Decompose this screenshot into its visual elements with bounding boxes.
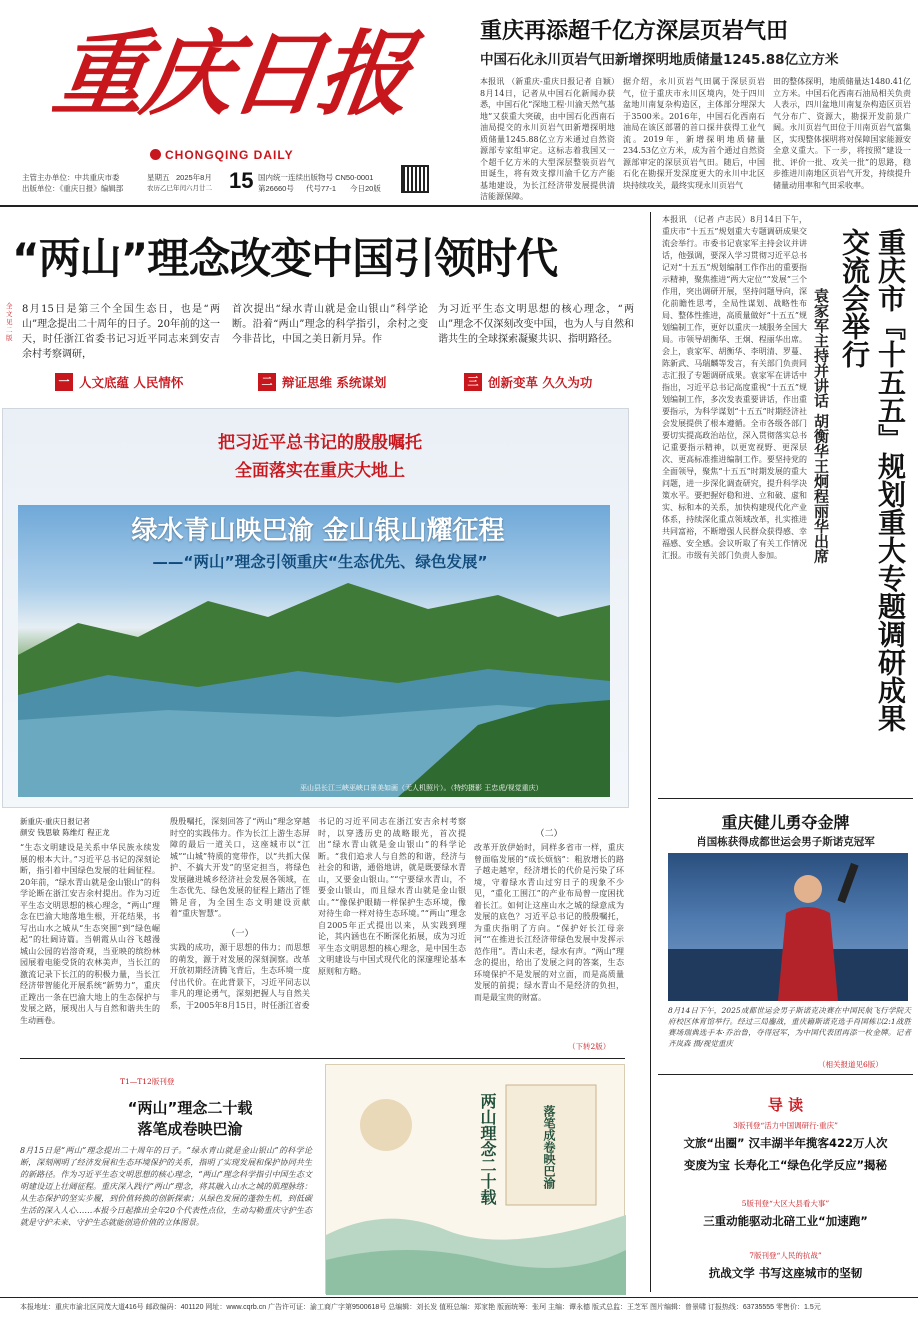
sport-related: （相关报道见6版）	[818, 1060, 883, 1069]
photo-title: 绿水青山映巴渝 金山银山耀征程	[131, 516, 505, 546]
guide-line-2: 三重动能驱动北碚工业“加速跑”	[703, 1214, 868, 1228]
guide-line-1b: 变废为宝 长寿化工“绿色化学反应”揭秘	[683, 1158, 888, 1172]
feature-ribbon-line1: 把习近平总书记的殷殷嘱托	[218, 433, 422, 453]
byline	[20, 816, 110, 838]
byline-line2: 颜安 钱思敏 陈维灯 程正龙	[20, 828, 110, 837]
photo-caption: 巫山县长江三峡巫峡口景美如画（无人机照片）。（特约摄影 王忠虎/视觉重庆）	[300, 784, 543, 792]
top-story-col2: 据介绍，永川页岩气田属于深层页岩气，位于重庆市永川区境内，处于四川盆地川南复杂构造区，主体部分埋深大于3500米。2016年，中国石化西南石油局在该区部署的首口探井获得工业气流。2019年，新增探明地质储量234.53亿立方米，成为首个通过自然资源部审定的深层页岩气田。随后，中国石化在勘探开发深度更大的永川中北区块持续攻关，最终实现永川页岩气	[623, 77, 765, 190]
box-headline-1: “两山”理念二十载	[127, 1099, 253, 1117]
section-label: 创新变革 久久为功	[488, 375, 593, 390]
box-eyebrow: T1—T12版刊登	[120, 1077, 175, 1086]
body-col4-section: （二）	[535, 829, 563, 839]
sponsor-line: 主管主办单位：中共重庆市委	[22, 173, 120, 182]
guide-eyebrow-2: 5版刊登“大区大县看大事”	[741, 1199, 830, 1208]
cn-number: 国内统一连续出版物号 CN50-0001	[258, 173, 374, 182]
masthead-rule	[0, 205, 918, 207]
vertical-headline: 重庆市『十五五』规划重大专题调研成果交流会举行	[838, 228, 907, 732]
top-story-col3: 田的整体探明，地质储量达1480.41亿立方米。中国石化西南石油局相关负责人表示，四川盆地川南复杂构造区页岩气分布广、资源大，勘探开发前景广阔。永川页岩气田位于川南页岩气富集区，实现整体探明将对保障国家能源安全意义重大。下一步，将按照“建设一批、评价一批、攻关一批”的思路，稳步推进川南地区页岩气开发，持续提升储量动用率和气田采收率。	[773, 77, 911, 190]
qr-code-icon	[401, 165, 429, 193]
guide-eyebrow-1: 3版刊登“活力中国调研行·重庆”	[733, 1121, 838, 1130]
box-headline-2: 落笔成卷映巴渝	[137, 1120, 243, 1138]
photo-scene	[18, 505, 610, 797]
byline-line1: 新重庆-重庆日报记者	[20, 817, 91, 826]
body-rule	[20, 1058, 625, 1059]
body-col2b: 实践的成功，源于思想的伟力；而思想的萌发，源于对发展的深刻洞察。改革开放初期经济腾飞背后，生态环境一度付出代价。在此背景下，习近平同志以非凡的理论勇气，深刻把握人与自然关系，于2005年8月15日，时任浙江省委	[170, 943, 310, 1010]
side-tag: 全文见二版	[6, 302, 13, 342]
section-label: 人文底蕴 人民情怀	[79, 375, 184, 390]
intro-col2: 首次提出“绿水青山就是金山银山”科学论断。沿着“两山”理念的科学指引，余村之变今非昔比，中国之美日新月异。作	[232, 304, 428, 345]
body-col2: 殷殷嘱托，深刻回答了“两山”理念穿越时空的实践伟力。作为长江上游生态屏障的最后一道关口，这座城市以“江城”“山城”特质的宽带作，以“共抓大保护、不搞大开发”的坚定担当，将绿色发展融进城乡经济社会发展各领域，在生态优先、绿色发展的征程上踏出了铿锵足音，为全国生态文明建设贡献着“重庆智慧”。	[170, 817, 310, 918]
top-story-headline: 重庆再添超千亿方深层页岩气田	[480, 19, 789, 44]
logo-en-text: CHONGQING DAILY	[165, 148, 294, 162]
page-count: 今日20版	[350, 184, 381, 193]
sport-caption: 8月14日下午，2025成都世运会男子斯诺克决赛在中国民航飞行学院天府校区体育馆举行。经过三局鏖战，重庆籍斯诺克选手肖国栋以2:1战胜赛场瑞典选手本·乔治鲁，夺得冠军，为中国代表团再添一枚金牌。记者 齐岚森 摄/视觉重庆	[668, 1006, 911, 1048]
vertical-subhead: 袁家军主持并讲话 胡衡华王炯程丽华出席	[812, 288, 830, 564]
weekday: 星期五	[147, 173, 170, 182]
date-day: 15	[229, 168, 254, 193]
guide-eyebrow-3: 7版刊登“人民的抗战”	[749, 1251, 822, 1260]
right-vertical-headline	[812, 228, 908, 758]
body-col3: 书记的习近平同志在浙江安吉余村考察时，以穿透历史的战略眼光，首次提出“绿水青山就是金山银山”的科学论断。“我们追求人与自然的和谐，经济与社会的和谐，通俗地讲，就是既要绿水青山，又要金山银山。”“宁要绿水青山，不要金山银山，而且绿水青山就是金山银山。”“像保护眼睛一样保护生态环境，像对待生命一样对待生态环境。”“两山”理念自2005年正式提出以来，从实践到理论，其内涵也在不断深化拓展，成为习近平生态文明思想的核心理念，是中国生态文明建设与中国式现代化的深邃理论基本原则和方略。	[318, 817, 466, 976]
guide-line-3: 抗战文学 书写这座城市的坚韧	[708, 1266, 863, 1280]
body-col1: “生态文明建设是关系中华民族永续发展的根本大计。”习近平总书记的深刻论断，指引着中国绿色发展的壮阔征程。20年前，“绿水青山就是金山银山”的科学论断在浙江安吉余村提出。作为习近平生态文明思想的核心理念，“两山”理念在巴渝大地落地生根，开花结果，书写出山水之城从“生态突围”到“绿色崛起”的壮阔诗篇。当朝霞从山谷飞越漫城山公园的岩溶奇观，当亚映的缤纷林园展着电能受货的农林美声，当长江的激流记录下长江的的积极力量，当长江经济带智能化开展系统“新势力”，重庆正蹚出一条在巴渝大地上的生态保护与发展之路，展现出人与自然和谐共生的生动画卷。	[20, 843, 160, 1025]
body-col2-section: （一）	[226, 929, 254, 939]
section-num: 三	[464, 373, 482, 391]
section-num: 一	[55, 373, 73, 391]
lunar-date: 农历乙巳年闰六月廿二	[147, 185, 212, 192]
continued-note: （下转2版）	[568, 1042, 611, 1051]
column-divider	[650, 212, 651, 1292]
intro-col1: 8月15日是第三个全国生态日，也是“两山”理念提出二十周年的日子。20年前的这一天，时任浙江省委书记习近平同志来到安吉余村考察调研，	[22, 304, 220, 360]
right-rule-1	[658, 798, 913, 799]
guide-title: 导 读	[767, 1096, 804, 1114]
top-story-subhead: 中国石化永川页岩气田新增探明地质储量1245.88亿立方米	[480, 52, 839, 68]
landscape-photo	[18, 505, 610, 797]
sport-scene	[668, 853, 908, 1001]
infographic-subtitle: 落笔成卷映巴渝	[542, 1105, 556, 1189]
footer-info: 本报地址：重庆市渝北区同茂大道416号 邮政编码：401120 网址：www.cqrb.cn 广告许可证：渝工商广字第9500618号 总编辑：刘长发 值班总编：郑家艳 版面统筹：张珂 主编：谭永德 版式总监：王芝军 图片编辑：曾景啸 订报热线：63735555 零售价：1.5元	[20, 1304, 821, 1311]
photo-subtitle: ——“两山”理念引领重庆“生态优先、绿色发展”	[152, 553, 488, 571]
section-label: 辩证思维 系统谋划	[282, 375, 387, 390]
section-badge-1	[55, 373, 183, 391]
post-code: 代号77-1	[306, 184, 337, 193]
logo-text: 重庆日报	[47, 20, 415, 128]
intro-col3: 为习近平生态文明思想的核心理念，“两山”理念不仅深刻改变中国，也为人与自然和谐共生的全球探索凝聚共识、指明路径。	[438, 304, 634, 345]
main-headline: “两山”理念改变中国引领时代	[12, 234, 558, 283]
sport-headline: 重庆健儿勇夺金牌	[721, 813, 850, 832]
logo-english	[150, 148, 294, 162]
section-badge-3	[464, 373, 592, 391]
right-rule-2	[658, 1074, 913, 1075]
sport-photo	[668, 853, 908, 1001]
guide-line-1: 文旅“出圈” 汉丰湖半年揽客422万人次	[683, 1136, 888, 1150]
infographic-title: 两山理念二十载	[478, 1093, 497, 1205]
footer-rule	[0, 1297, 918, 1298]
feature-ribbon-line2: 全面落实在重庆大地上	[235, 461, 405, 481]
publisher-line: 出版单位：《重庆日报》编辑部	[22, 184, 124, 193]
infographic	[325, 1064, 625, 1294]
issue-number: 第26660号	[258, 184, 294, 193]
globe-icon	[150, 149, 161, 160]
body-col4: 改革开放伊始时，同样多省市一样，重庆曾面临发展的“成长烦恼”：粗放增长的路子越走越窄，经济增长的代价是污染了环境，守着绿水青山过穷日子的现象不少见，“重化工围江”的产业布局曾一度困扰着长江。如何让这座山水之城的绿意成为发展的底色？习近平总书记的殷殷嘱托，为重庆指明了方向。“保护好长江母亲河”“在推进长江经济带绿色发展中发挥示范作用”。青山未老，绿水有声。“两山”理念的提出，给出了发展之问的答案，生态环境保护不是发展的对立面，而是高质量发展的前提；绿水青山不是经济的负担，而是最宝贵的财富。	[474, 843, 624, 1002]
right-story-text: 本报讯 （记者 卢志民）8月14日下午，重庆市“十五五”规划重大专题调研成果交流会举行。市委书记袁家军主持会议并讲话，他强调，要深入学习贯彻习近平总书记对“十五五”规划编制工作作出的重要指示精神，聚焦推进“两大定位”“发展”三个作用，突出调研开展，坚持问题导向，深化前瞻性思考，全局性谋划、战略性布局、整体性推进，高质量做好“十五五”规划编制工作，更好以重庆一域服务全国大局。市领导胡衡华、王炯、程丽华出席。会上，袁家军、胡衡华、李明清、罗蔓、陈新武、马瑞麟等发言，有关部门负责同志汇报了专题调研成果。袁家军在讲话中指出，习近平总书记高度重视“十五五”规划编制工作，多次发表重要讲话，作出重要指示，为科学谋划“十五五”时期经济社会发展提供了根本遵循。全市各级各部门要切实提高政治站位，深入贯彻落实总书记重要指示精神，以更宽视野、更深层次、更高标准推进编制工作。要坚持党的全面领导，聚焦“十五五”时期发展的重大问题，进一步深化调查研究，提升科学决策水平。要把握好稳和进、立和破、虚和实、标和本的关系，加快构建现代化产业体系，持续深化重点领域改革，扎实推进共同富裕，不断增强人民群众获得感、幸福感、安全感。会议听取了有关工作情况汇报。市级有关部门负责人参加。	[662, 215, 807, 560]
sport-subhead: 肖国栋获得成都世运会男子斯诺克冠军	[696, 836, 875, 848]
section-badge-2	[258, 373, 386, 391]
box-text: 8月15日是“两山”理念提出二十周年的日子。“绿水青山就是金山银山”的科学论断，深刻阐明了经济发展和生态环境保护的关系，指明了实现发展和保护协同共生的新路径。作为习近平生态文明思想的核心理念，“两山”理念科学指引中国生态文明建设迈上壮阔征程。重庆深入践行“两山”理念，将其融入山水之城的肌理脉络：从生态保护的坚实步履，到价值转换的创新探索；从绿色发展的蓬勃生机，到低碳生活的深入人心……本报今日起推出全年20个代表性点位，生动勾勒重庆守护生态就是守护未来、守护生态就能创造价值的立体图景。	[20, 1146, 312, 1227]
date-month: 2025年8月	[176, 173, 212, 182]
top-story-col1: 本报讯 （新重庆-重庆日报记者 自颖）8月14日，记者从中国石化新闻办获悉，中国石化“深地工程·川渝天然气基地”又获重大突破，由中国石化西南石油局提交的永川页岩气田新增探明地质储量1245.88亿立方米通过自然资源部专家组审定。这标志着我国又一个超千亿方米的大型深层整装页岩气田诞生，将有效支撑川渝千亿方产能基地建设，为长江经济带发展提供清洁能源保障。	[480, 77, 615, 201]
masthead-logo	[47, 14, 415, 144]
section-num: 二	[258, 373, 276, 391]
